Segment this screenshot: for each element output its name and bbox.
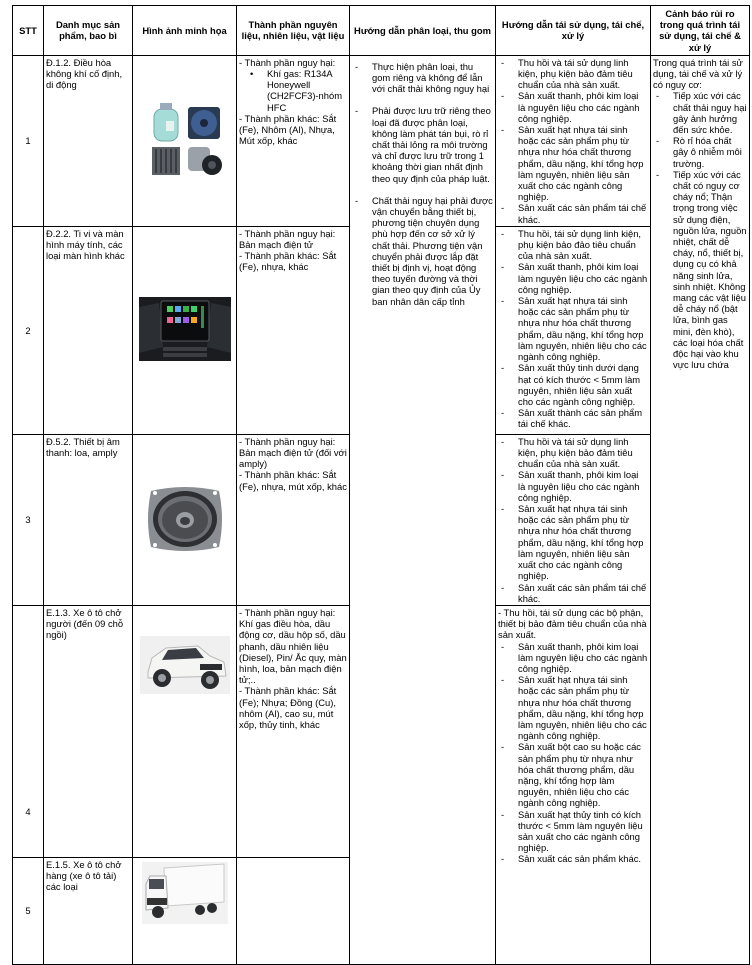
product-guidance-table [12, 5, 750, 965]
reuse-item: - Sản xuất thủy tinh dưới dạng hạt có kích thước < 5mm làm nguyên, nhiên liệu sản xuất cho các ngành công nghiệp. [498, 362, 648, 407]
header-category: Danh mục sản phẩm, bao bì [44, 6, 133, 56]
image-cell [133, 857, 237, 964]
reuse-item: - Sản xuất thanh, phôi kim loại làm nguyên liệu cho các ngành công nghiệp. [498, 641, 648, 675]
reuse-item: - Sản xuất hạt nhựa tái sinh hoặc các sản phẩm phụ từ nhựa như hóa chất thương phẩm, dầu nặng, khí tổng hợp làm nguyên, nhiên liệu cho các ngành công nghiệp. [498, 674, 648, 741]
materials-cell [237, 55, 350, 226]
reuse-cell [496, 434, 651, 605]
materials-cell [237, 226, 350, 434]
other-components: - Thành phần khác: Sắt (Fe), nhựa, mút xốp, khác [239, 469, 347, 492]
category-cell: Đ.1.2. Điều hòa không khí cố định, di động [44, 55, 133, 226]
category-cell: E.1.5. Xe ô tô chở hàng (xe ô tô tải) các loại [44, 857, 133, 964]
reuse-list [498, 436, 648, 604]
stt-cell: 2 [13, 226, 44, 434]
risk-item: - Tiếp xúc với các chất thải nguy hại gây ảnh hưởng đến sức khỏe. [653, 90, 747, 135]
header-row [13, 6, 750, 56]
header-stt: STT [13, 6, 44, 56]
risk-intro: Trong quá trình tái sử dụng, tái chế và xử lý có nguy cơ: [653, 56, 743, 91]
reuse-item: - Sản xuất thanh, phôi kim loại là nguyên liệu cho các ngành công nghiệp. [498, 90, 648, 124]
other-components: - Thành phần khác: Sắt (Fe), nhựa, khác [239, 250, 337, 273]
classification-item: - Chất thải nguy hại phải được vận chuyển bằng thiết bị, phương tiện chuyên dụng phù hợp đến cơ sở xử lý chất thải. Phương tiện vận chuyển phải được lắp đặt thiết bị định vị, hoạt động theo tuyến đường và thời gian theo quy định của Ủy ban nhân dân cấp tỉnh [352, 195, 493, 307]
materials-cell [237, 605, 350, 857]
air-conditioner-parts-icon [146, 101, 224, 179]
image-cell [133, 605, 237, 857]
materials-cell [237, 857, 350, 964]
classification-item: - Phải được lưu trữ riêng theo loại đã được phân loại, không làm phát tán bụi, rò rỉ chất thải lỏng ra môi trường và chỉ được lưu trữ trong 1 khoảng thời gian nhất định theo quy định của pháp luật. [352, 105, 493, 183]
reuse-item: - Sản xuất hạt thủy tinh có kích thước < 5mm làm nguyên liệu sản xuất cho các ngành công nghiệp. [498, 809, 648, 854]
stt-cell: 3 [13, 434, 44, 605]
reuse-list [498, 57, 648, 225]
reuse-item: - Sản xuất thành các sản phẩm tái chế khác. [498, 407, 648, 429]
other-components: - Thành phần khác: Sắt (Fe), Nhôm (Al), Nhựa, Mút xốp, khác [239, 112, 337, 147]
classification-item: - Thực hiện phân loại, thu gom riêng và không để lẫn với chất thải không nguy hại [352, 61, 493, 95]
risk-item: - Tiếp xúc với các chất có nguy cơ cháy nổ; Thận trọng trong việc sử dụng điện, nguồn lửa, nguồn nhiệt, chất dễ cháy, nổ, thiết bị, dụng cụ có khả năng sinh lửa, sinh nhiệt. Không mang các vật liệu dễ cháy nổ (bật lửa, bình gas mini, đèn khò), các loại hóa chất độc hại vào khu vực lưu chứa [653, 169, 747, 371]
reuse-item: - Sản xuất các sản phẩm tái chế khác. [498, 582, 648, 604]
image-cell [133, 434, 237, 605]
reuse-item: - Sản xuất các sản phẩm khác. [498, 853, 648, 864]
suv-car-icon [140, 636, 230, 694]
category-cell: Đ.5.2. Thiết bị âm thanh: loa, amply [44, 434, 133, 605]
reuse-item: - Sản xuất hạt nhựa tái sinh hoặc các sản phẩm phụ từ nhựa như hóa chất thương phẩm, dầu nặng, khí tổng hợp làm nguyên, nhiên liệu cho các ngành công nghiệp. [498, 295, 648, 362]
hazard-components: - Thành phần nguy hại: Bản mạch điện tử (đối với amply) [239, 435, 347, 470]
hazard-label: - Thành phần nguy hại: [239, 56, 336, 68]
category-cell: E.1.3. Xe ô tô chở người (đến 09 chỗ ngồi) [44, 605, 133, 857]
reuse-item: - Thu hồi và tái sử dụng linh kiện, phụ kiện bảo đảm tiêu chuẩn của nhà sản xuất. [498, 436, 648, 470]
truck-icon [142, 862, 228, 924]
hazard-list [239, 68, 347, 113]
table-row [13, 55, 750, 226]
stt-cell: 4 [13, 605, 44, 857]
reuse-list [498, 228, 648, 430]
hazard-components: - Thành phần nguy hại: Bản mạch điện tử [239, 227, 336, 251]
risk-list [653, 90, 747, 370]
speaker-icon [145, 483, 225, 555]
stt-cell: 5 [13, 857, 44, 964]
risk-item: - Rò rỉ hóa chất gây ô nhiễm môi trường. [653, 135, 747, 169]
classification-list [352, 61, 493, 307]
reuse-item: - Sản xuất hạt nhựa tái sinh hoặc các sản phẩm phụ từ nhựa như hóa chất thương phẩm, dầu nặng, khí tổng hợp làm nguyên, nhiên liệu sản xuất cho các ngành công nghiệp. [498, 124, 648, 202]
header-risk: Cảnh báo rủi ro trong quá trình tái sử dụng, tái chế & xử lý [651, 6, 750, 56]
reuse-item: - Sản xuất hạt nhựa tái sinh hoặc các sản phẩm phụ từ nhựa như hóa chất thương phẩm, dầu nặng, khí tổng hợp làm nguyên, nhiên liệu sản xuất cho các ngành công nghiệp. [498, 503, 648, 581]
reuse-item: - Thu hồi và tái sử dụng linh kiện, phụ kiện bảo đảm tiêu chuẩn của nhà sản xuất. [498, 57, 648, 91]
header-image: Hình ảnh minh họa [133, 6, 237, 56]
hazard-item: • Khí gas: R134A Honeywell (CH2FCF3)-nhóm HFC [239, 68, 347, 113]
hazard-components: - Thành phần nguy hại: Khí gas điều hòa, dầu động cơ, dầu hộp số, dầu phanh, dầu nhiên liệu (Diesel), Pin/ Ắc quy, màn hình, loa, bản mạch điện tử;.. [239, 606, 347, 686]
category-cell: Đ.2.2. Ti vi và màn hình máy tính, các loại màn hình khác [44, 226, 133, 434]
risk-cell [651, 55, 750, 964]
reuse-item: - Sản xuất thanh, phôi kim loại là nguyên liệu cho các ngành công nghiệp. [498, 469, 648, 503]
reuse-list [498, 641, 648, 865]
reuse-cell [496, 226, 651, 434]
reuse-item: - Sản xuất thanh, phôi kim loại làm nguyên liệu cho các ngành công nghiệp. [498, 261, 648, 295]
classification-cell [350, 55, 496, 964]
vehicle-reuse-intro: - Thu hồi, tái sử dụng các bộ phận, thiết bị bảo đảm tiêu chuẩn của nhà sản xuất. [498, 606, 647, 641]
header-materials: Thành phần nguyên liệu, nhiên liệu, vật liệu [237, 6, 350, 56]
materials-cell [237, 434, 350, 605]
reuse-item: - Sản xuất các sản phẩm tái chế khác. [498, 202, 648, 224]
stt-cell: 1 [13, 55, 44, 226]
reuse-cell [496, 605, 651, 964]
car-display-screen-icon [139, 297, 231, 361]
other-components: - Thành phần khác: Sắt (Fe); Nhựa; Đồng (Cu), nhôm (Al), cao su, mút xốp, thủy tinh, khác [239, 685, 337, 730]
reuse-cell [496, 55, 651, 226]
header-reuse: Hướng dẫn tái sử dụng, tái chế, xử lý [496, 6, 651, 56]
image-cell [133, 55, 237, 226]
reuse-item: - Thu hồi, tái sử dụng linh kiện, phụ kiện bảo đảo tiêu chuẩn của nhà sản xuất. [498, 228, 648, 262]
reuse-item: - Sản xuất bột cao su hoặc các sản phẩm phụ từ nhựa như hóa chất thương phẩm, dầu nặng, khí tổng hợp làm nguyên, nhiên liệu cho các ngành công nghiệp. [498, 741, 648, 808]
image-cell [133, 226, 237, 434]
header-classification: Hướng dẫn phân loại, thu gom [350, 6, 496, 56]
